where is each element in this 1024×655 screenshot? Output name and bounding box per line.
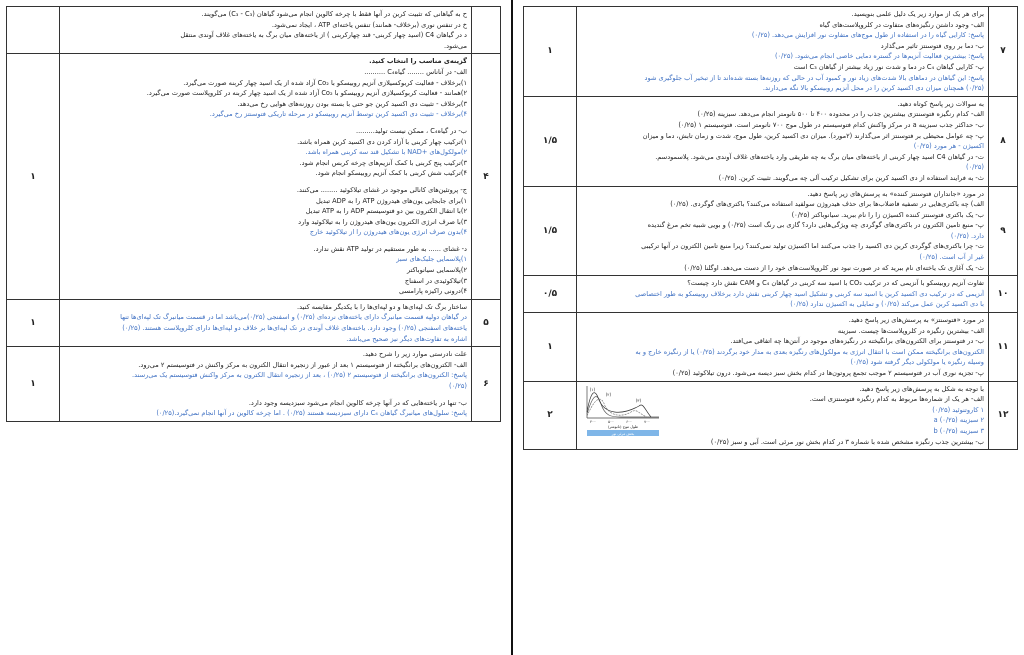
question-row <box>7 7 501 54</box>
instruction-heading: گزینه‌ی مناسب را انتخاب کنید. <box>369 57 467 66</box>
question-row <box>524 313 1018 382</box>
score-cell <box>7 7 60 54</box>
answer-line: (۰/۲۵) همچنان میزان دی اکسید کربن را در محل آنزیم روبیسکو بالا نگه می‌دارند. <box>762 84 984 93</box>
question-line: می‌شود. <box>444 41 467 50</box>
question-line: ۱)برای جابجایی یون‌های هیدروژن ATP را به ADP تبدیل <box>315 196 467 205</box>
question-number: ۱۰ <box>989 276 1018 313</box>
question-line: الف- وجود داشتن رنگیزه‌های متفاوت در کلروپلاست‌های گیاه <box>819 20 984 29</box>
question-number: ۵ <box>472 299 501 346</box>
question-line: به سوالات زیر پاسخ کوتاه دهید. <box>897 99 984 108</box>
answer-line: ۲ سبزینه a (۰/۲۵) <box>933 416 984 425</box>
question-line: ۳)تیلاکوئیدی در اسفناج <box>404 276 467 285</box>
score-cell: ۱ <box>7 299 60 346</box>
score-cell: ۱ <box>7 347 60 422</box>
x-tick-label: ۶۰۰ <box>626 419 632 424</box>
question-line: ث- یک آغازی تک یاخته‌ای نام ببرید که در صورت نبود نور کلروپلاست‌های خود را از دست می‌دهد. اوگلنا (۰/۲۵) <box>684 263 984 272</box>
question-line: خ در تنفس نوری (برخلاف- همانند) تنفس یاخته‌ای ATP ، ایجاد نمی‌شود. <box>271 20 467 29</box>
question-line: ب- در فتوسنتز برای الکترون‌های برانگیخته در رنگیزه‌های موجود در آنتن‌ها چه اتفاقی می‌افتد. <box>730 337 984 346</box>
answer-line: پاسخ: سلول‌های میانبرگ گیاهان C₄ دارای سبزدیسه هستند (۰/۲۵) . اما چرخه کالوین در آنها انجام نمی‌گیرد.(۰/۲۵) <box>156 409 467 418</box>
question-body <box>577 186 989 276</box>
question-number: ۱۱ <box>989 313 1018 382</box>
score-cell: ۱ <box>524 313 577 382</box>
score-cell: ۰/۵ <box>524 276 577 313</box>
question-line: ب- حداکثر جذب سبزینه a در مرکز واکنش کدام فتوسیستم در طول موج ۷۰۰ نانومتر است. فتوسیستم ۱ (۰/۲۵) <box>678 120 984 129</box>
question-body <box>60 299 472 346</box>
question-row <box>7 54 501 299</box>
question-line: د- غشای ...... به طور مستقیم در تولید ATP نقش ندارد. <box>313 244 467 253</box>
question-line: تفاوت آنزیم روبیسکو با آنزیمی که در ترکیب CO₂ با اسید سه کربنی در گیاهان C₄ و CAM نقش دارد چیست؟ <box>687 279 984 288</box>
question-line: ب- تنها در یاخته‌هایی که در آنها چرخه کالوین انجام می‌شود سبزدیسه وجود دارد. <box>248 398 467 407</box>
right-page <box>523 6 1018 649</box>
question-body <box>577 276 989 313</box>
answer-line: در گیاهان دولپه قسمت میانبرگ دارای یاخته‌های نرده‌ای (۰/۲۵) و اسفنجی (۰/۲۵)می‌باشد اما در قسمت میانبرگ تک لپه‌ای‌ها تنها <box>120 313 467 322</box>
question-number: ۱۲ <box>989 381 1018 450</box>
answer-line: دارد. (۰/۲۵) <box>950 231 984 240</box>
question-number: ۷ <box>989 7 1018 97</box>
question-line: ب- یک باکتری فتوسنتز کننده اکسیژن زا را نام ببرید. سیانوباکتر (۰/۲۵) <box>791 210 984 219</box>
question-line: پ- منبع تامین الکترون در باکتری‌های گوگردی چه ویژگی‌هایی دارد؟ گازی بی رنگ است (۰/۲۵) و بویی شبیه تخم مرغ گندیده <box>647 221 984 230</box>
question-line: ۳)ترکیب پنج کربنی با کمک آنزیم‌های چرخه کربس انجام شود. <box>299 158 467 167</box>
binder-divider <box>511 0 513 655</box>
question-line: با توجه به شکل به پرسش‌های زیر پاسخ دهید. <box>859 384 984 393</box>
x-tick-label: ۵۰۰ <box>608 419 614 424</box>
answer-line: اکسیژن - هر مورد (۰/۲۵) <box>913 142 984 151</box>
peak-label: (۱) <box>589 386 595 392</box>
x-tick-label: ۴۰۰ <box>590 419 596 424</box>
question-body <box>577 7 989 97</box>
answer-line: (۰/۲۵) <box>448 382 467 390</box>
question-body <box>577 96 989 186</box>
score-cell: ۲ <box>524 381 577 450</box>
question-line: علت نادرستی موارد زیر را شرح دهید. <box>362 350 467 359</box>
right-question-table <box>523 6 1018 450</box>
question-line: ت- چرا باکتری‌های گوگردی کربن دی اکسید را جذب می‌کنند اما اکسیژن تولید نمی‌کنند؟ زیرا منبع تامین الکترون در آنها ترکیبی <box>641 242 984 251</box>
answer-line: آنزیمی که در ترکیب دی اکسید کربن با اسید سه کربنی و تشکیل اسید چهار کربنی نقش دارد برخلاف روبیسکو به طور اختصاصی <box>635 289 984 298</box>
question-body <box>577 381 989 450</box>
answer-line: ۲)مولکول‌های +NAD با تشکیل قند سه کربنی همراه باشد. <box>305 148 467 157</box>
question-line: ب- بیشترین جذب رنگیزه مشخص شده با شماره ۳ در کدام بخش نور مرئی است. آبی و سبز (۰/۲۵) <box>710 437 984 446</box>
answer-line: یاخته‌های اسفنجی (۰/۲۵) وجود دارد. یاخته‌های غلاف آوندی در تک لپه‌ای‌ها بر خلاف دو لپه‌ای‌ها دارای کلروپلاست هستند. (۰/۲۵) <box>122 324 467 333</box>
score-cell: ۱/۵ <box>524 96 577 186</box>
question-line: برای هر یک از موارد زیر یک دلیل علمی بنویسید. <box>851 10 984 18</box>
question-line: ح به گیاهانی که تثبیت کربن در آنها فقط با چرخه کالوین انجام می‌شود گیاهان (C₃ - C₃) می‌گویند. <box>201 10 467 18</box>
question-body <box>60 7 472 54</box>
answer-line: ۱ کاروتنوئید (۰/۲۵) <box>932 405 984 414</box>
question-number <box>472 7 501 54</box>
question-line: د در گیاهان C4 (اسید چهار کربنی- قند چهارکربنی ) از یاخته‌های میان برگ به یاخته‌های غلاف آوندی منتقل <box>180 31 467 40</box>
answer-line: ۴)بدون صرف انرژی یون‌های هیدروژن را از تیلاکوئید خارج <box>309 228 467 237</box>
question-row <box>524 96 1018 186</box>
question-body <box>60 347 472 422</box>
question-line: در مورد «فتوسنتز» به پرسش‌های زیر پاسخ دهید. <box>848 316 984 325</box>
question-line: ۳)برخلاف - تثبیت دی اکسید کربن جو حتی با بسته بودن روزنه‌های هوایی رخ می‌دهد. <box>237 99 467 108</box>
answer-line: الکترون‌های برانگیخته ممکن است با انتقال انرژی به مولکول‌های رنگیزه بعدی به مدار خود برگردند (۰/۲۵) یا از رنگیزه خارج و به <box>635 347 984 356</box>
question-row <box>7 299 501 346</box>
question-line: الف) چه باکتری‌هایی در تصفیه فاضلاب‌ها برای حذف هیدروژن سولفید استفاده می‌کنند؟ باکتری‌های گوگردی. (۰/۲۵) <box>670 200 984 209</box>
answer-line: غیر از آب است. (۰/۲۵) <box>919 253 984 262</box>
question-line: ۲)پلاسمایی سیانوباکتر <box>406 266 467 275</box>
peak-label: (۳) <box>635 397 641 403</box>
answer-line: اشاره به تفاوت‌های دیگر نیز صحیح می‌باشد. <box>346 334 467 343</box>
answer-line: پاسخ: بیشترین فعالیت آنزیم‌ها در گستره دمایی خاصی انجام می‌شود. (۰/۲۵) <box>774 52 984 61</box>
absorption-spectrum-figure <box>581 384 663 438</box>
answer-line: ۳ سبزینه b (۰/۲۵) <box>933 426 984 435</box>
question-line: ۱)برخلاف - فعالیت کربوکسیلازی آنزیم روبیسکو با Co₂ آزاد شده از یک اسید چهار کربنه صورت می‌گیرد. <box>183 78 467 87</box>
answer-line: ۱)پلاسمایی جلبک‌های سبز <box>396 255 467 264</box>
question-line: الف- در آناناس ........ گیاهC₄ .......... <box>364 67 467 76</box>
score-cell: ۱ <box>7 54 60 299</box>
visible-band-label: بخش مرئی نور <box>611 431 635 436</box>
question-line: الف- بیشترین رنگیزه در کلروپلاست‌ها چیست. سبزینه <box>837 326 984 335</box>
left-question-table <box>6 6 501 422</box>
question-line: الف- کدام رنگیزه فتوسنتزی بیشترین جذب را در محدوده ۴۰۰ تا ۵۰۰ نانومتر انجام می‌دهد. سبزینه (۰/۲۵) <box>697 110 984 119</box>
question-line: پ- چه عوامل محیطی بر فتوسنتز اثر می‌گذارند (۲مورد). میزان دی اکسید کربن، طول موج، شدت و زمان تابش، دما و میزان <box>642 131 984 140</box>
question-row <box>524 7 1018 97</box>
question-line: ۲)همانند - فعالیت کربوکسیلازی آنزیم روبیسکو با Co₂ آزاد شده از یک اسید چهار کربنه در کلروپلاست صورت می‌گیرد. <box>146 89 467 98</box>
x-axis-label: طول موج (نانومتر) <box>607 423 639 429</box>
question-row <box>7 347 501 422</box>
question-line: الف- هر یک از شماره‌ها مربوط به کدام رنگیزه فتوسنتزی است. <box>809 395 984 404</box>
answer-line: با دی اکسید کربن عمل می‌کند (۰/۲۵) و تمایلی به اکسیژن ندارد (۰/۲۵) <box>790 300 984 309</box>
question-line: ۳)با صرف انرژی الکترون یون‌های هیدروژن را به تیلاکوئید وارد <box>298 217 467 226</box>
question-row <box>524 381 1018 450</box>
score-cell: ۱ <box>524 7 577 97</box>
question-line: پ- کارایی گیاهان C₄ در دما و شدت نور زیاد بیشتر از گیاهان C₃ است <box>793 62 984 71</box>
question-line: ت- در گیاهان C4 اسید چهار کربنی از یاخته‌های میان برگ به چه طریقی وارد یاخته‌های غلاف آوندی می‌شود. پلاسمودسم. <box>655 152 984 161</box>
question-number: ۶ <box>472 347 501 422</box>
question-line: ۲)با انتقال الکترون بین دو فتوسیستم ADP را به ATP تبدیل <box>305 207 467 216</box>
answer-line: پاسخ: کارایی گیاه را در استفاده از طول موج‌های متفاوت نور افزایش می‌دهد. (۰/۲۵) <box>751 31 984 40</box>
question-row <box>524 276 1018 313</box>
question-line: پ- تجزیه نوری آب در فتوسیستم ۲ موجب تجمع پروتون‌ها در کدام بخش سبز دیسه می‌شود. درون تیلاکوئید (۰/۲۵) <box>672 369 984 377</box>
question-number: ۸ <box>989 96 1018 186</box>
question-body <box>577 313 989 382</box>
question-number: ۴ <box>472 54 501 299</box>
score-cell: ۱/۵ <box>524 186 577 276</box>
peak-label: (۲) <box>605 391 611 397</box>
question-line: ۴)ترکیب شش کربنی با کمک آنزیم روبیسکو انجام شود. <box>315 169 467 178</box>
question-line: الف- الکترون‌های برانگیخته از فتوسیستم ۱ بعد از عبور از زنجیره انتقال الکترون به مرکز واکنش در فتوسیستم ۲ می‌رود. <box>138 360 467 369</box>
question-line: ۱)ترکیب چهار کربنی با آزاد کردن دی اکسید کربن همراه باشد. <box>297 137 467 146</box>
question-line: ب- در گیاهC₄ ، ممکن نیست تولید......... <box>355 126 467 135</box>
answer-line: پاسخ: این گیاهان در دماهای بالا شدت‌های زیاد نور و کمبود آب در حالی که روزنه‌ها بسته شده‌اند تا از تبخیر آب جلوگیری شود <box>644 73 984 82</box>
question-line: ساختار برگ تک لپه‌ای‌ها و دو لپه‌ای‌ها را با یکدیگر مقایسه کنید. <box>296 302 467 311</box>
answer-line: پاسخ: الکترون‌های برانگیخته از فتوسیستم ۲ (۰/۲۵) ، بعد از زنجیره انتقال الکترون به مرکز واکنش فتوسیستم یک می‌رسند. <box>132 371 467 380</box>
question-line: ث- به فرایند استفاده از دی اکسید کربن برای تشکیل ترکیب آلی چه می‌گویند. تثبیت کربن. (۰/۲۵) <box>718 173 984 182</box>
answer-line: وسیله رنگیزه یا مولکولی دیگر گرفته شود (۰/۲۵) <box>850 358 984 367</box>
left-page <box>6 6 501 649</box>
x-tick-label: ۷۰۰ <box>644 419 650 424</box>
question-line: در مورد «جانداران فتوسنتز کننده» به پرسش‌های زیر پاسخ دهید. <box>807 189 984 198</box>
question-line: ب- دما بر روی فتوسنتز تاثیر می‌گذارد <box>880 41 984 50</box>
question-line: ج- پروتئین‌های کانالی موجود در غشای تیلاکوئید ........ می‌کنند. <box>296 185 467 194</box>
question-row <box>524 186 1018 276</box>
absorption-spectrum-svg <box>581 384 663 438</box>
answer-line: (۰/۲۵) <box>965 163 984 172</box>
answer-line: ۴)برخلاف - تثبیت دی اکسید کربن توسط آنزیم روبیسکو در مرحله تاریکی فتوسنتز رخ می‌گیرد. <box>209 110 467 119</box>
question-body <box>60 54 472 299</box>
question-line: ۴)درونی راکیزه پارامسی <box>399 287 467 296</box>
question-number: ۹ <box>989 186 1018 276</box>
